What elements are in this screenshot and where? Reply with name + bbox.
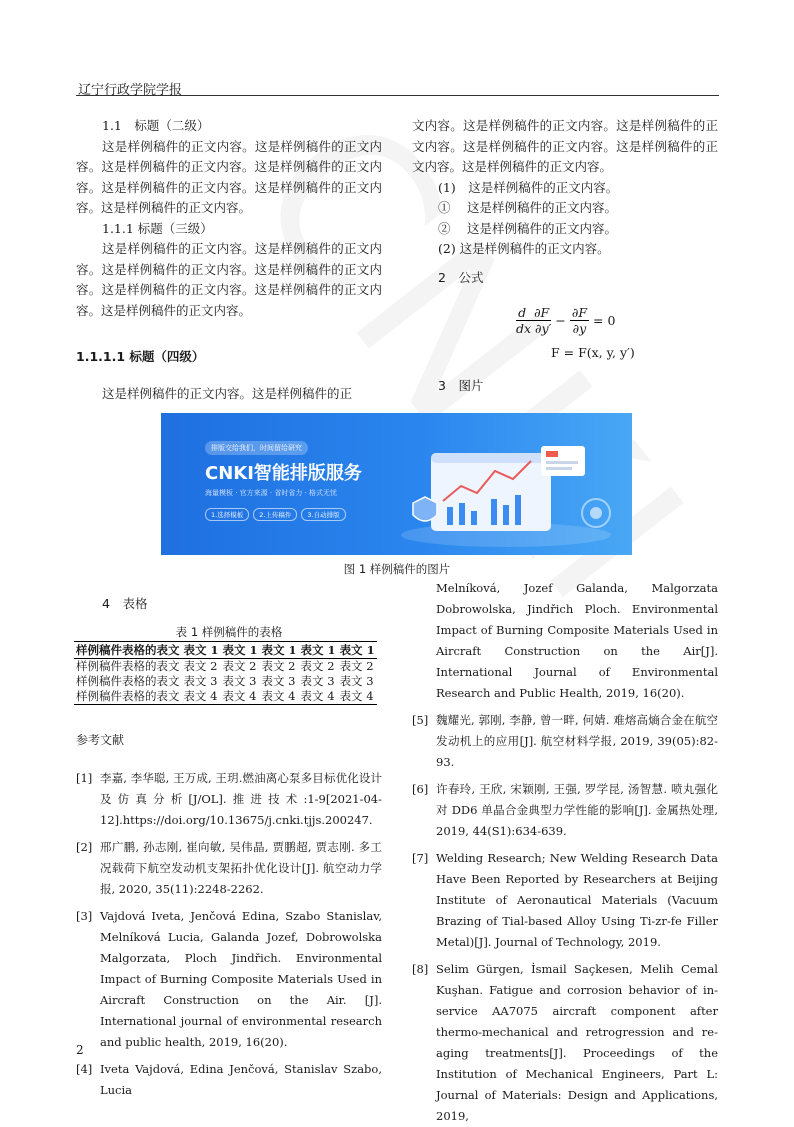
reference-number: [6]	[412, 782, 429, 796]
table-header-cell: 表文 1	[261, 643, 297, 657]
references-right	[412, 578, 718, 1127]
table-cell: 表文 3	[183, 674, 218, 688]
reference-number: [7]	[412, 851, 429, 865]
table-cell: 表文 4	[300, 689, 335, 703]
reference-item	[412, 959, 718, 1127]
banner-title: CNKI智能排版服务	[205, 463, 362, 484]
figure-banner-image	[161, 413, 632, 555]
reference-text: Iveta Vajdová, Edina Jenčová, Stanislav Szabo, Lucia	[100, 1062, 382, 1097]
table-header-cell: 表文 1	[339, 643, 375, 657]
body-paragraph: 文内容。这是样例稿件的正文内容。这是样例稿件的正文内容。这是样例稿件的正文内容。这是样例稿件的正文内容。这是样例稿件的正文内容。	[412, 118, 718, 174]
table-header-cell: 表文 1	[300, 643, 336, 657]
list-item: (2) 这是样例稿件的正文内容。	[438, 241, 610, 256]
banner-step: 3.自动排版	[301, 508, 345, 521]
reference-item	[412, 848, 718, 953]
table-cell: 表文 4	[261, 689, 296, 703]
table-cell: 表文 4	[339, 689, 374, 703]
reference-item-continued	[412, 578, 718, 704]
reference-text: Selim Gürgen, İsmail Saçkesen, Melih Cemal Kuşhan. Fatigue and corrosion behavior of in-service AA7075 aircraft component after thermo-mechanical and retrogression and re-aging treatments[J]. Proceedings of the Institution of Mechanical Engineers, Part L: Journal of Materials: Design and Applications, 2019,	[436, 962, 718, 1123]
heading-level3: 1.1.1 标题（三级）	[102, 220, 213, 236]
reference-text: Welding Research; New Welding Research Data Have Been Reported by Researchers at Beijing Institute of Aeronautical Materials (Vacuum Brazing of Tial-based Alloy Using Ti-zr-fe Filler Metal)[J]. Journal of Technology, 2019.	[436, 851, 718, 949]
table-cell: 表文 3	[300, 674, 335, 688]
table-cell: 表文 3	[339, 674, 374, 688]
reference-item	[76, 1059, 382, 1101]
section-heading: 4 表格	[102, 596, 148, 611]
table-cell: 表文 2	[339, 659, 374, 673]
formula-1: d ∂F dx ∂y′ − $\frac{\partial F}{\partial y}$ = 0	[516, 305, 616, 336]
banner-step: 1.选择模板	[205, 508, 249, 521]
reference-text: 许春玲, 王欣, 宋颖刚, 王强, 罗学昆, 汤智慧. 喷丸强化对 DD6 单晶合金典型力学性能的影响[J]. 金属热处理, 2019, 44(S1):634-639.	[436, 782, 718, 838]
left-column-top	[76, 116, 382, 404]
table-cell: 表文 4	[183, 689, 218, 703]
table-cell: 样例稿件表格的表文	[76, 689, 180, 703]
reference-text: 李嘉, 李华聪, 王万成, 王玥.燃油离心泵多目标优化设计及仿真分析[J/OL].推进技术:1-9[2021-04-12].https://doi.org/10.13675/j.cnki.tjjs.200247.	[100, 771, 382, 827]
banner-illustration	[391, 431, 621, 549]
table-cell: 表文 4	[222, 689, 257, 703]
page-number: 2	[76, 1043, 84, 1057]
reference-number: [2]	[76, 840, 93, 854]
references-left	[76, 768, 382, 1101]
table-cell: 表文 3	[261, 674, 296, 688]
sample-table	[74, 641, 377, 705]
table-cell: 表文 2	[222, 659, 257, 673]
table-cell: 样例稿件表格的表文	[76, 659, 180, 673]
reference-item	[76, 768, 382, 831]
table-cell: 表文 3	[222, 674, 257, 688]
banner-steps	[205, 508, 346, 521]
reference-item	[412, 710, 718, 773]
table-cell: 表文 2	[183, 659, 218, 673]
formula-2: F = F(x, y, y′)	[551, 345, 635, 360]
references-title: 参考文献	[76, 733, 125, 747]
table-header-cell: 表文 1	[183, 643, 219, 657]
reference-number: [3]	[76, 909, 93, 923]
body-paragraph: 这是样例稿件的正文内容。这是样例稿件的正文内容。这是样例稿件的正文内容。这是样例稿件的正文内容。这是样例稿件的正文内容。这是样例稿件的正文内容。这是样例稿件的正文内容。	[76, 138, 382, 215]
banner-tag: 排版交给我们，时间留给研究	[205, 441, 308, 455]
heading-level4: 1.1.1.1 标题（四级）	[76, 349, 205, 364]
table-cell: 表文 2	[300, 659, 335, 673]
table-row	[74, 659, 377, 675]
table-row	[74, 689, 377, 705]
journal-header: 辽宁行政学院学报	[78, 83, 183, 98]
right-column-top	[412, 116, 718, 288]
reference-number: [4]	[76, 1062, 93, 1076]
banner-subtitle: 海量模板 · 官方来源 · 省时省力 · 格式无忧	[205, 489, 338, 497]
table-header-cell: 样例稿件表格的表文	[76, 643, 180, 657]
heading-level2: 1.1 标题（二级）	[102, 118, 210, 133]
list-item: ② 这是样例稿件的正文内容。	[438, 220, 617, 236]
section-heading: 3 图片	[438, 378, 484, 393]
reference-number: [5]	[412, 713, 429, 727]
body-paragraph: 这是样例稿件的正文内容。这是样例稿件的正文内容。这是样例稿件的正文内容。这是样例稿件的正文内容。这是样例稿件的正文内容。这是样例稿件的正文内容。这是样例稿件的正文内容。	[76, 241, 382, 318]
reference-item	[412, 779, 718, 842]
reference-item	[76, 837, 382, 900]
reference-text: Vajdová Iveta, Jenčová Edina, Szabo Stanislav, Melníková Lucia, Galanda Jozef, Dobrowolska Malgorzata, Ploch Jindřich. Environmental Impact of Burning Composite Materials Used in Aircraft Construction on the Air. [J]. International journal of environmental research and public health, 2019, 16(20).	[100, 909, 382, 1049]
section-heading: 2 公式	[438, 269, 484, 285]
banner-step: 2.上传稿件	[253, 508, 297, 521]
reference-text: Melníková, Jozef Galanda, Malgorzata Dobrowolska, Jindřich Ploch. Environmental Impact of Burning Composite Materials Used in Aircraft Construction on the Air[J]. International Journal of Environmental Research and Public Health, 2019, 16(20).	[436, 581, 718, 700]
table-caption: 表 1 样例稿件的表格	[175, 625, 283, 639]
table-cell: 表文 2	[261, 659, 296, 673]
header-rule	[76, 95, 719, 96]
table-header-cell: 表文 1	[222, 643, 258, 657]
figure-caption: 图 1 样例稿件的图片	[343, 562, 451, 576]
reference-text: 魏耀光, 郭刚, 李静, 曾一畔, 何婧. 难熔高熵合金在航空发动机上的应用[J]. 航空材料学报, 2019, 39(05):82-93.	[436, 713, 718, 769]
reference-text: 邢广鹏, 孙志刚, 崔向敏, 吴伟晶, 贾鹏超, 贾志刚. 多工况载荷下航空发动机支架拓扑优化设计[J]. 航空动力学报, 2020, 35(11):2248-2262.	[100, 840, 382, 896]
reference-number: [1]	[76, 771, 93, 785]
body-paragraph: 这是样例稿件的正文内容。这是样例稿件的正	[102, 385, 353, 401]
list-item: (1) 这是样例稿件的正文内容。	[438, 179, 619, 195]
reference-number: [8]	[412, 962, 429, 976]
table-row	[74, 674, 377, 689]
list-item: ① 这是样例稿件的正文内容。	[438, 200, 617, 215]
table-cell: 样例稿件表格的表文	[76, 674, 180, 688]
reference-item	[76, 906, 382, 1053]
